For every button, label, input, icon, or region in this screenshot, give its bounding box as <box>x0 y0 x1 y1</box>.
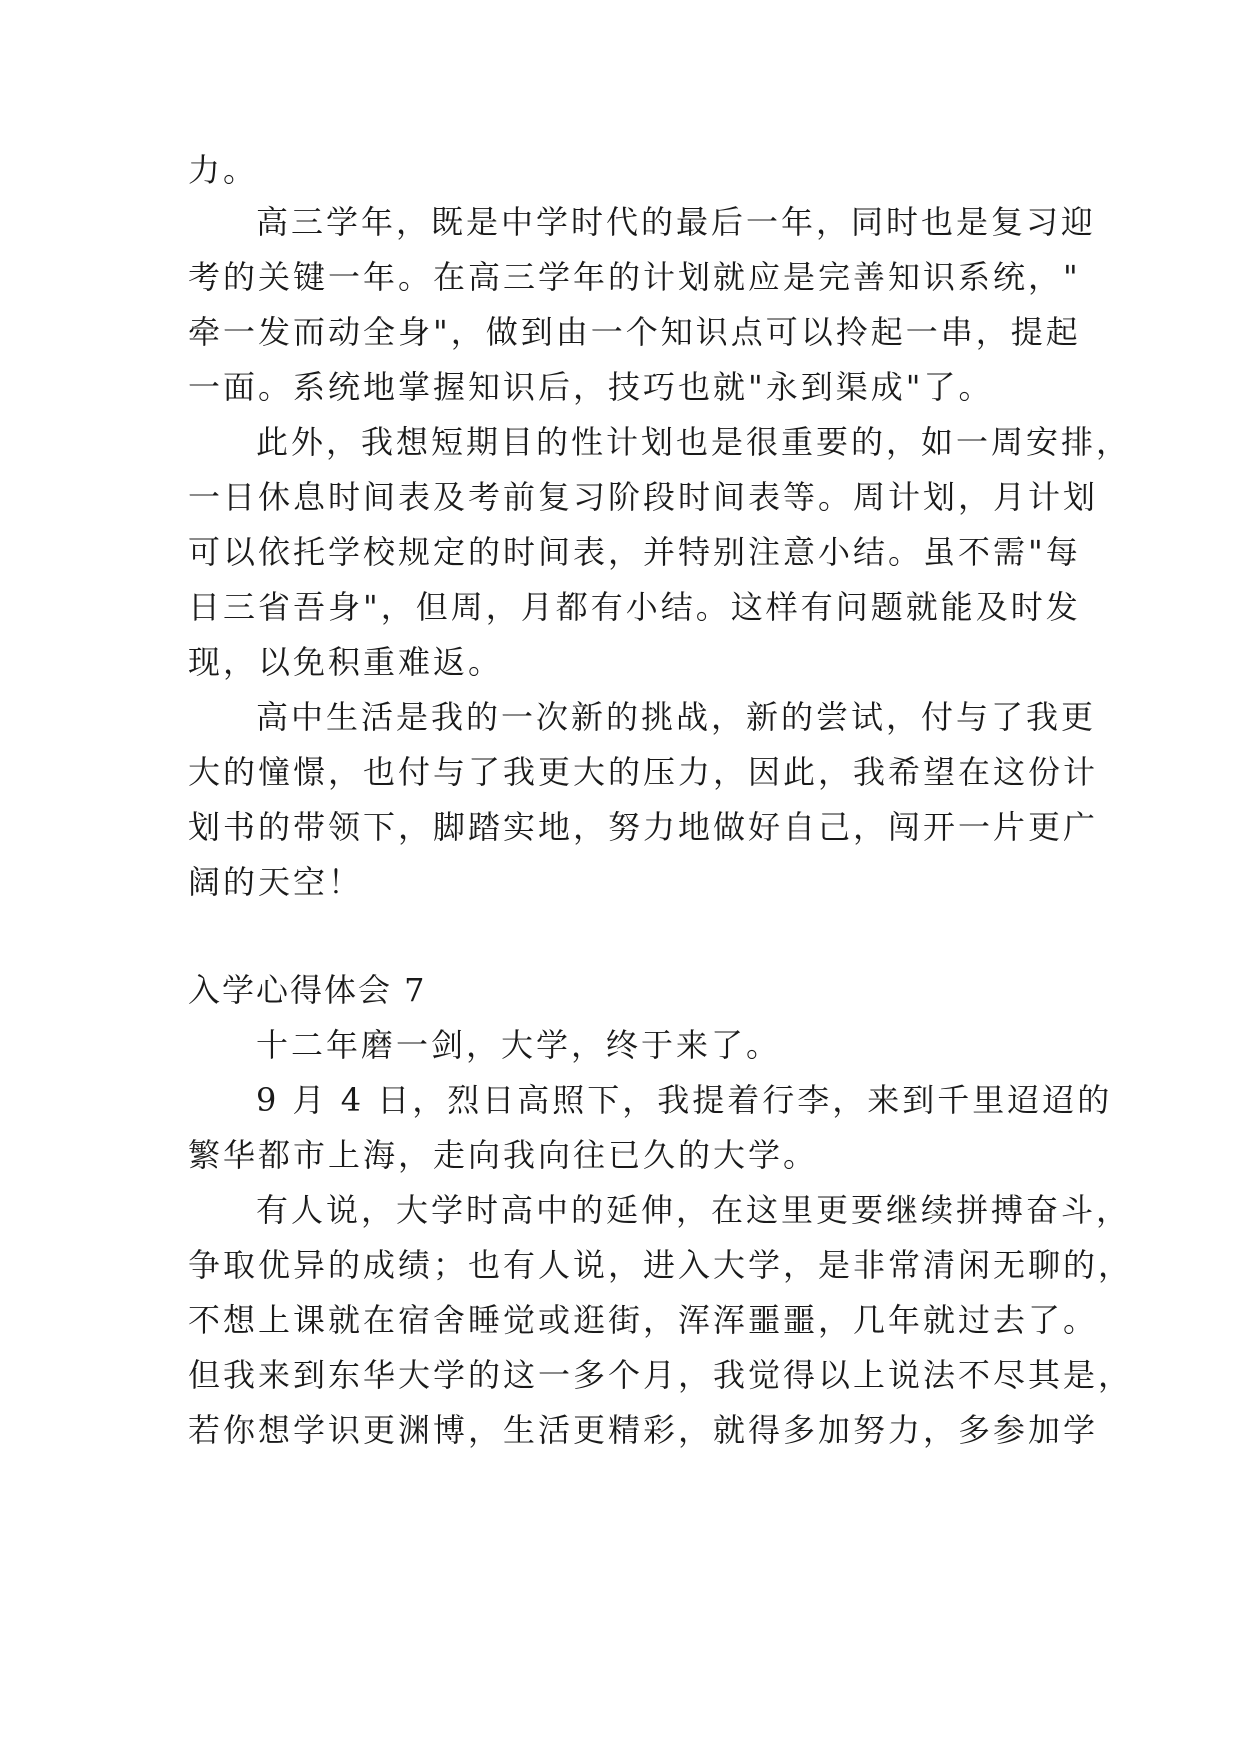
text-line: 一日休息时间表及考前复习阶段时间表等。周计划，月计划 <box>188 478 1099 516</box>
text-line: 可以依托学校规定的时间表，并特别注意小结。虽不需"每 <box>188 533 1081 571</box>
text-line: 不想上课就在宿舍睡觉或逛街，浑浑噩噩，几年就过去了。 <box>188 1301 1099 1339</box>
text-line: 划书的带领下，脚踏实地，努力地做好自己，闯开一片更广 <box>188 808 1099 846</box>
text-line: 高中生活是我的一次新的挑战，新的尝试，付与了我更 <box>256 698 1097 736</box>
text-line: 9 月 4 日，烈日高照下，我提着行李，来到千里迢迢的 <box>256 1081 1113 1119</box>
text-line: 有人说，大学时高中的延伸，在这里更要继续拼搏奋斗， <box>256 1191 1132 1229</box>
text-line: 现，以免积重难返。 <box>188 643 504 681</box>
text-line: 力。 <box>188 151 259 189</box>
text-line: 考的关键一年。在高三学年的计划就应是完善知识系统，" <box>188 258 1081 296</box>
section-heading: 入学心得体会 7 <box>188 971 427 1009</box>
text-line: 但我来到东华大学的这一多个月，我觉得以上说法不尽其是， <box>188 1356 1134 1394</box>
text-line: 繁华都市上海，走向我向往已久的大学。 <box>188 1136 819 1174</box>
text-line: 十二年磨一剑，大学，终于来了。 <box>256 1026 782 1064</box>
text-line: 大的憧憬，也付与了我更大的压力，因此，我希望在这份计 <box>188 753 1099 791</box>
text-line: 阔的天空！ <box>188 863 364 901</box>
text-line: 若你想学识更渊博，生活更精彩，就得多加努力，多参加学 <box>188 1411 1099 1449</box>
text-line: 一面。系统地掌握知识后，技巧也就"永到渠成"了。 <box>188 368 994 406</box>
text-line: 日三省吾身"，但周，月都有小结。这样有问题就能及时发 <box>188 588 1081 626</box>
text-line: 此外，我想短期目的性计划也是很重要的，如一周安排， <box>256 423 1132 461</box>
text-line: 高三学年，既是中学时代的最后一年，同时也是复习迎 <box>256 203 1097 241</box>
text-line: 牵一发而动全身"，做到由一个知识点可以拎起一串，提起 <box>188 313 1081 351</box>
text-line: 争取优异的成绩；也有人说，进入大学，是非常清闲无聊的， <box>188 1246 1134 1284</box>
